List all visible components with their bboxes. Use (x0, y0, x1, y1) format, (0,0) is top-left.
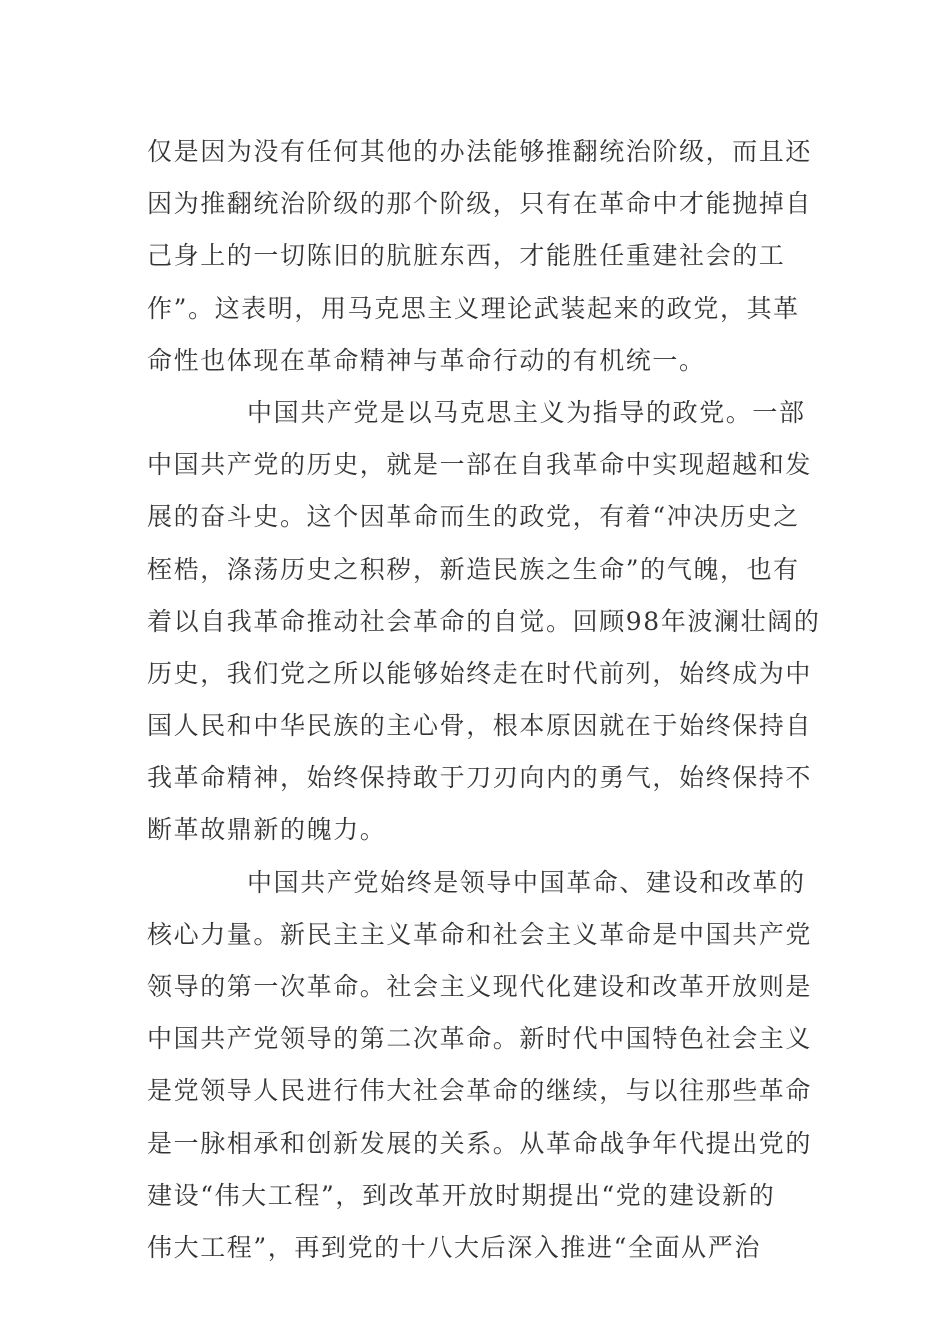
text-line: 着以自我革命推动社会革命的自觉。回顾98年波澜壮阔的 (147, 606, 821, 636)
text-line: 断革故鼎新的魄力。 (147, 815, 387, 845)
text-line: 仅是因为没有任何其他的办法能够推翻统治阶级，而且还 (147, 137, 813, 166)
paragraph-start-line: 中国共产党是以马克思主义为指导的政党。一部 (247, 397, 806, 427)
body-text (147, 126, 821, 1274)
text-line: 领导的第一次革命。社会主义现代化建设和改革开放则是 (147, 972, 813, 1001)
text-line: 中国共产党领导的第二次革命。新时代中国特色社会主义 (147, 1024, 813, 1054)
text-line: 建设“伟大工程”，到改革开放时期提出“党的建设新的 (147, 1180, 776, 1210)
paragraph-start-line: 中国共产党始终是领导中国革命、建设和改革的 (247, 867, 806, 897)
text-line: 作”。这表明，用马克思主义理论武装起来的政党，其革 (147, 293, 800, 323)
text-line: 伟大工程”，再到党的十八大后深入推进“全面从严治 (147, 1232, 761, 1262)
text-line: 是一脉相承和创新发展的关系。从革命战争年代提出党的 (147, 1128, 813, 1158)
text-line: 核心力量。新民主主义革命和社会主义革命是中国共产党 (147, 919, 813, 949)
text-line: 是党领导人民进行伟大社会革命的继续，与以往那些革命 (147, 1076, 813, 1106)
text-line: 因为推翻统治阶级的那个阶级，只有在革命中才能抛掉自 (147, 189, 813, 219)
text-line: 历史，我们党之所以能够始终走在时代前列，始终成为中 (147, 658, 813, 688)
text-line: 己身上的一切陈旧的肮脏东西，才能胜任重建社会的工 (147, 241, 786, 271)
text-line: 国人民和中华民族的主心骨，根本原因就在于始终保持自 (147, 711, 813, 741)
text-line: 桎梏，涤荡历史之积秽，新造民族之生命”的气魄，也有 (147, 554, 800, 584)
text-line: 展的奋斗史。这个因革命而生的政党，有着“冲决历史之 (147, 502, 800, 532)
text-line: 命性也体现在革命精神与革命行动的有机统一。 (147, 345, 706, 375)
text-line: 我革命精神，始终保持敢于刀刃向内的勇气，始终保持不 (147, 763, 813, 793)
text-line: 中国共产党的历史，就是一部在自我革命中实现超越和发 (147, 450, 813, 480)
